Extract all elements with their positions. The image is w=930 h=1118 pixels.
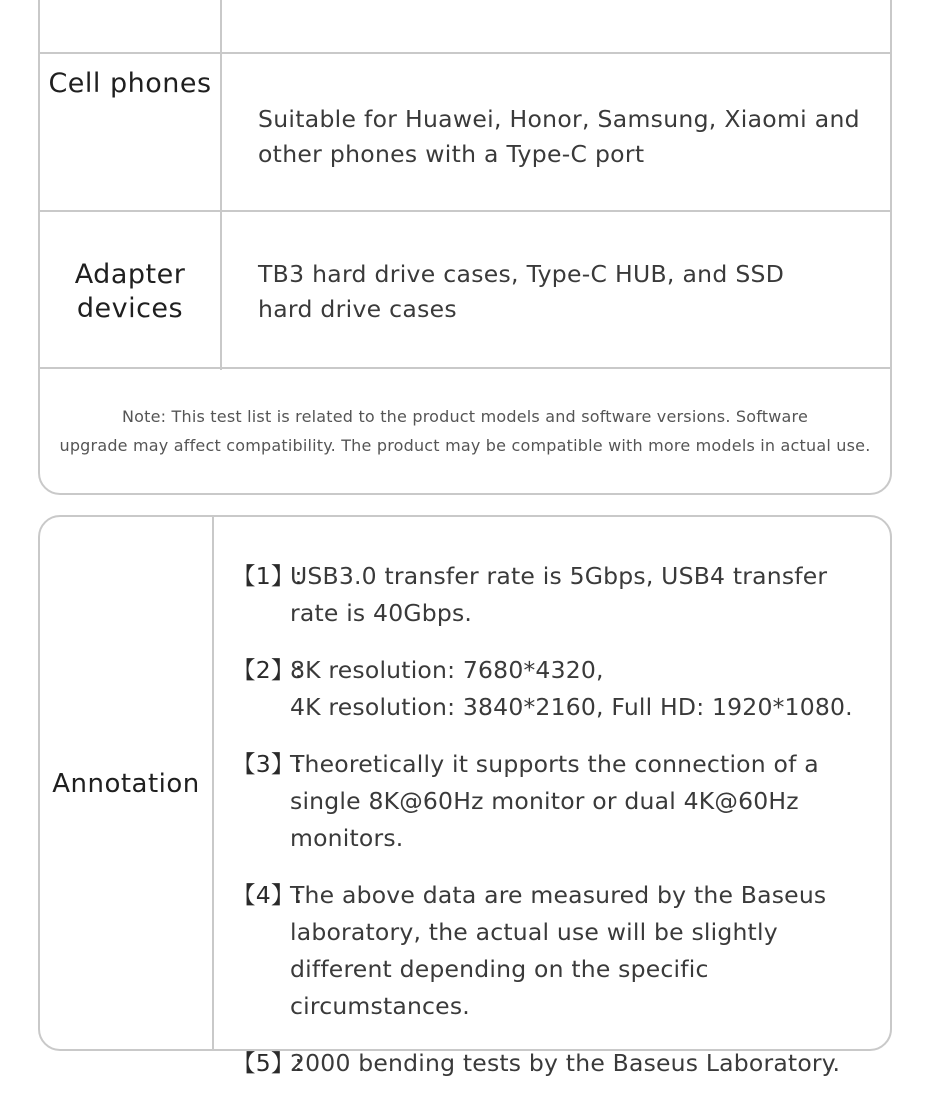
annotation-item xyxy=(232,558,882,632)
compatibility-note xyxy=(54,402,876,460)
annotation-list xyxy=(232,558,882,1102)
annotation-number: 【2】: xyxy=(232,656,303,684)
row-label-adapter-devices xyxy=(40,258,220,326)
annotation-text: USB3.0 transfer rate is 5Gbps, USB4 transfer rate is 40Gbps. xyxy=(290,562,828,627)
annotation-item xyxy=(232,877,882,1025)
annotation-text: 8K resolution: 7680*4320, xyxy=(290,656,604,684)
compatibility-table xyxy=(38,0,892,495)
annotation-text: 2000 bending tests by the Baseus Laboratory. xyxy=(290,1049,841,1077)
row-label-line: Adapter xyxy=(74,259,186,290)
annotation-label: Annotation xyxy=(52,769,200,799)
row-divider xyxy=(40,210,890,212)
annotation-text: The above data are measured by the Baseus laboratory, the actual use will be slightly different depending on the specific circumstances. xyxy=(290,881,827,1020)
annotation-number: 【1】: xyxy=(232,562,303,590)
annotation-text: Theoretically it supports the connection of a single 8K@60Hz monitor or dual 4K@60Hz monitors. xyxy=(290,750,819,852)
row-divider xyxy=(40,367,890,369)
annotation-number: 【4】: xyxy=(232,881,303,909)
annotation-card xyxy=(38,515,892,1077)
annotation-item xyxy=(232,652,882,726)
row-value-adapter-devices: TB3 hard drive cases, Type-C HUB, and SSD hard drive cases xyxy=(258,260,785,323)
annotation-number: 【3】: xyxy=(232,750,303,778)
annotation-text: 4K resolution: 3840*2160, Full HD: 1920*1080. xyxy=(290,693,853,721)
note-line: upgrade may affect compatibility. The product may be compatible with more models in actual use. xyxy=(59,436,871,455)
row-divider xyxy=(40,52,890,54)
annotation-item xyxy=(232,746,882,857)
annotation-item xyxy=(232,1045,882,1082)
row-label-line: devices xyxy=(76,293,184,324)
row-label-cell-phones: Cell phones xyxy=(48,68,212,99)
column-divider xyxy=(212,517,214,1049)
annotation-number: 【5】: xyxy=(232,1049,303,1077)
row-value-cell-phones: Suitable for Huawei, Honor, Samsung, Xiaomi and other phones with a Type-C port xyxy=(258,105,860,168)
column-divider xyxy=(220,0,222,370)
note-line: Note: This test list is related to the product models and software versions. Software xyxy=(121,407,809,426)
